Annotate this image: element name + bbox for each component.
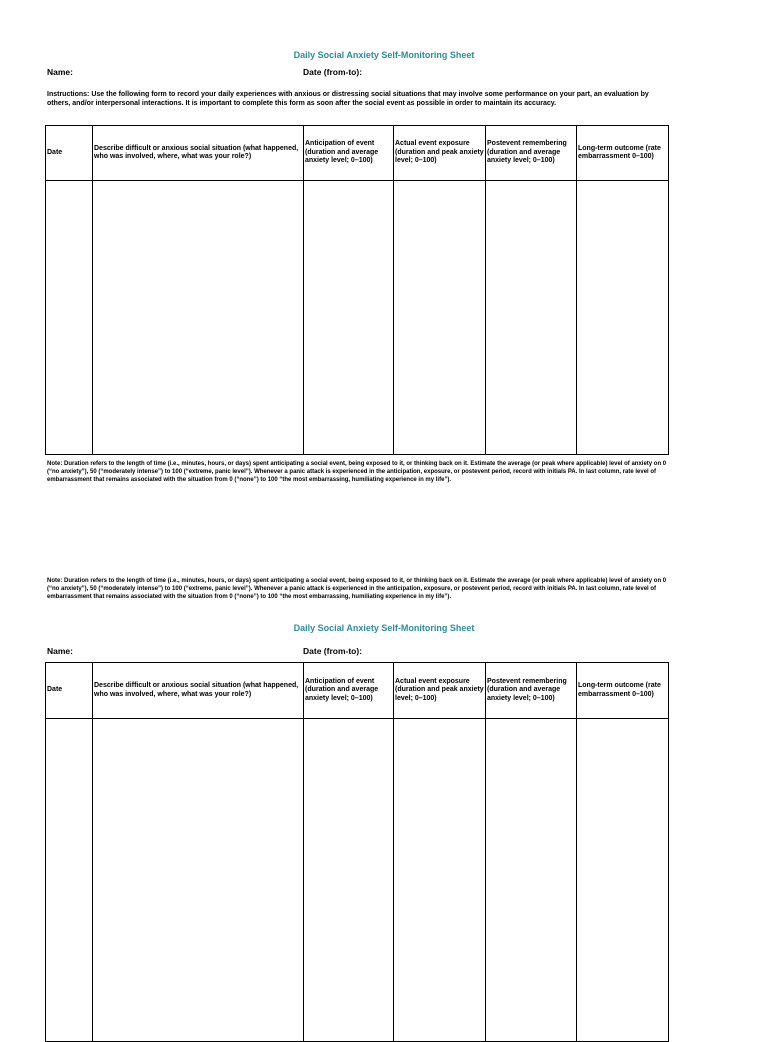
situation-cell[interactable]: [93, 181, 304, 455]
date-cell[interactable]: [46, 719, 93, 1042]
column-header-anticipation: Anticipation of event (duration and average anxiety level; 0–100): [304, 126, 394, 181]
column-header-situation: Describe difficult or anxious social situation (what happened, who was involved, where, what was your role?): [93, 663, 304, 719]
name-label: Name:: [47, 67, 73, 77]
exposure-cell[interactable]: [394, 719, 486, 1042]
outcome-cell[interactable]: [577, 719, 669, 1042]
exposure-cell[interactable]: [394, 181, 486, 455]
date-range-label: Date (from-to):: [303, 646, 363, 656]
column-header-exposure: Actual event exposure (duration and peak anxiety level; 0–100): [394, 126, 486, 181]
sheet-title: Daily Social Anxiety Self-Monitoring Sheet: [293, 623, 475, 633]
column-header-situation: Describe difficult or anxious social situation (what happened, who was involved, where, what was your role?): [93, 126, 304, 181]
anticipation-cell[interactable]: [304, 719, 394, 1042]
column-header-outcome: Long-term outcome (rate embarrassment 0–100): [577, 126, 669, 181]
anticipation-cell[interactable]: [304, 181, 394, 455]
monitoring-table: [45, 125, 669, 455]
note-clip-top: [0, 460, 768, 483]
table-header-row: [46, 663, 669, 719]
postevent-cell[interactable]: [486, 719, 577, 1042]
note-text-continued: Note: Duration refers to the length of time (i.e., minutes, hours, or days) spent anticipating a social event, being exposed to it, or thinking back on it. Estimate the average (or peak where applicable) level of anxiety on 0 (“no anxiety”), 50 (“moderately intense”) to 100 (“extreme, panic level”). Whenever a panic attack is experienced in the anticipation, exposure, or postevent period, record with initials PA. In last column, rate level of embarrassment that remains associated with the situation from 0 (“none”) to 100 “the most embarrassing, humiliating experience in my life”).: [47, 578, 667, 600]
instructions-text: Instructions: Use the following form to record your daily experiences with anxious or distressing social situations that may involve some performance on your part, an evaluation by others, and/or interpersonal interactions. It is important to complete this form as soon after the social event as possible in order to maintain its accuracy.: [47, 91, 649, 107]
date-range-label: Date (from-to):: [303, 67, 363, 77]
table-row: [46, 719, 669, 1042]
column-header-postevent: Postevent remembering (duration and average anxiety level; 0–100): [486, 663, 577, 719]
table-header-row: [46, 126, 669, 181]
situation-cell[interactable]: [93, 719, 304, 1042]
postevent-cell[interactable]: [486, 181, 577, 455]
name-label: Name:: [47, 646, 73, 656]
column-header-date: Date: [46, 126, 93, 181]
column-header-exposure: Actual event exposure (duration and peak anxiety level; 0–100): [394, 663, 486, 719]
column-header-date: Date: [46, 663, 93, 719]
sheet-title: Daily Social Anxiety Self-Monitoring Sheet: [293, 50, 475, 60]
note-text: Note: Duration refers to the length of time (i.e., minutes, hours, or days) spent anticipating a social event, being exposed to it, or thinking back on it. Estimate the average (or peak where applicable) level of anxiety on 0 (“no anxiety”), 50 (“moderately intense”) to 100 (“extreme, panic level”). Whenever a panic attack is experienced in the anticipation, exposure, or postevent period, record with initials PA. In last column, rate level of embarrassment that remains associated with the situation from 0 (“none”) to 100 “the most embarrassing, humiliating experience in my life”).: [47, 461, 667, 483]
monitoring-table: [45, 662, 669, 1042]
column-header-outcome: Long-term outcome (rate embarrassment 0–100): [577, 663, 669, 719]
column-header-anticipation: Anticipation of event (duration and average anxiety level; 0–100): [304, 663, 394, 719]
outcome-cell[interactable]: [577, 181, 669, 455]
note-clip-bottom: [0, 578, 768, 613]
date-cell[interactable]: [46, 181, 93, 455]
column-header-postevent: Postevent remembering (duration and average anxiety level; 0–100): [486, 126, 577, 181]
table-row: [46, 181, 669, 455]
